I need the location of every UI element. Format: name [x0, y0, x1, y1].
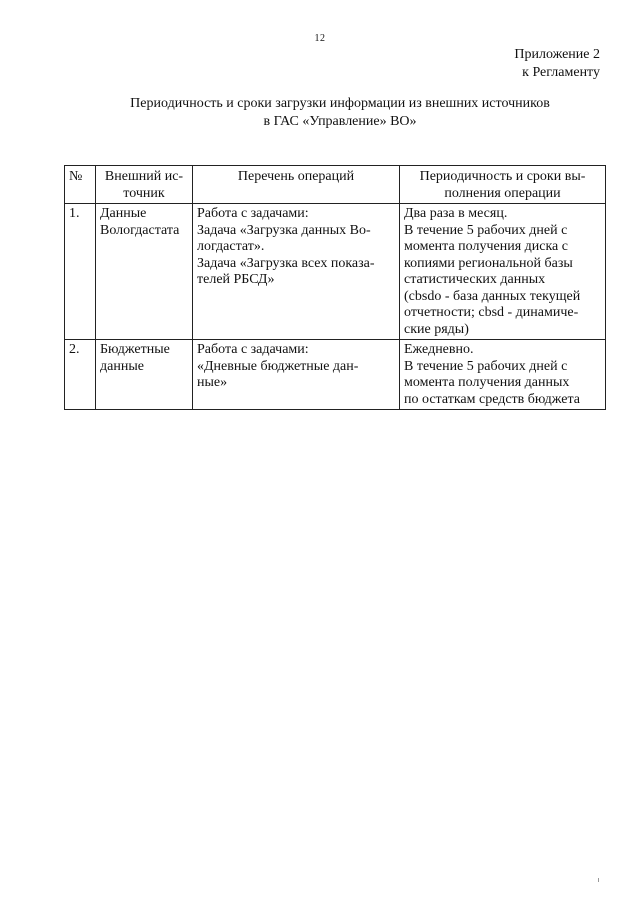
row-number: 1.: [65, 204, 96, 340]
table-row: [65, 340, 606, 410]
row-schedule: Ежедневно. В течение 5 рабочих дней с момента получения данных по остаткам средств бюджета: [400, 340, 606, 410]
document-title: [0, 95, 640, 131]
table-header-row: [65, 166, 606, 204]
row-operations: Работа с задачами: Задача «Загрузка данных Во- логдастат». Задача «Загрузка всех показа- телей РБСД»: [193, 204, 400, 340]
table-row: [65, 204, 606, 340]
row-source: Данные Вологдастата: [96, 204, 193, 340]
schedule-table: [64, 165, 606, 410]
row-operations: Работа с задачами: «Дневные бюджетные дан- ные»: [193, 340, 400, 410]
appendix-reference: [514, 46, 600, 82]
appendix-line-2: к Регламенту: [522, 65, 600, 80]
row-number: 2.: [65, 340, 96, 410]
header-source: Внешний ис- точник: [96, 166, 193, 204]
header-number: №: [65, 166, 96, 204]
page-number: 12: [314, 33, 326, 44]
document-title-line-2: в ГАС «Управление» ВО»: [263, 114, 417, 129]
document-title-line-1: Периодичность и сроки загрузки информации из внешних источников: [130, 96, 550, 111]
row-schedule: Два раза в месяц. В течение 5 рабочих дней с момента получения диска с копиями региональной базы статистических данных (cbsdo - база данных текущей отчетности; cbsd - динамиче- ские ряды): [400, 204, 606, 340]
appendix-line-1: Приложение 2: [514, 47, 600, 62]
row-source: Бюджетные данные: [96, 340, 193, 410]
header-operations: Перечень операций: [193, 166, 400, 204]
scan-mark: [598, 878, 599, 882]
header-schedule: Периодичность и сроки вы- полнения операции: [400, 166, 606, 204]
